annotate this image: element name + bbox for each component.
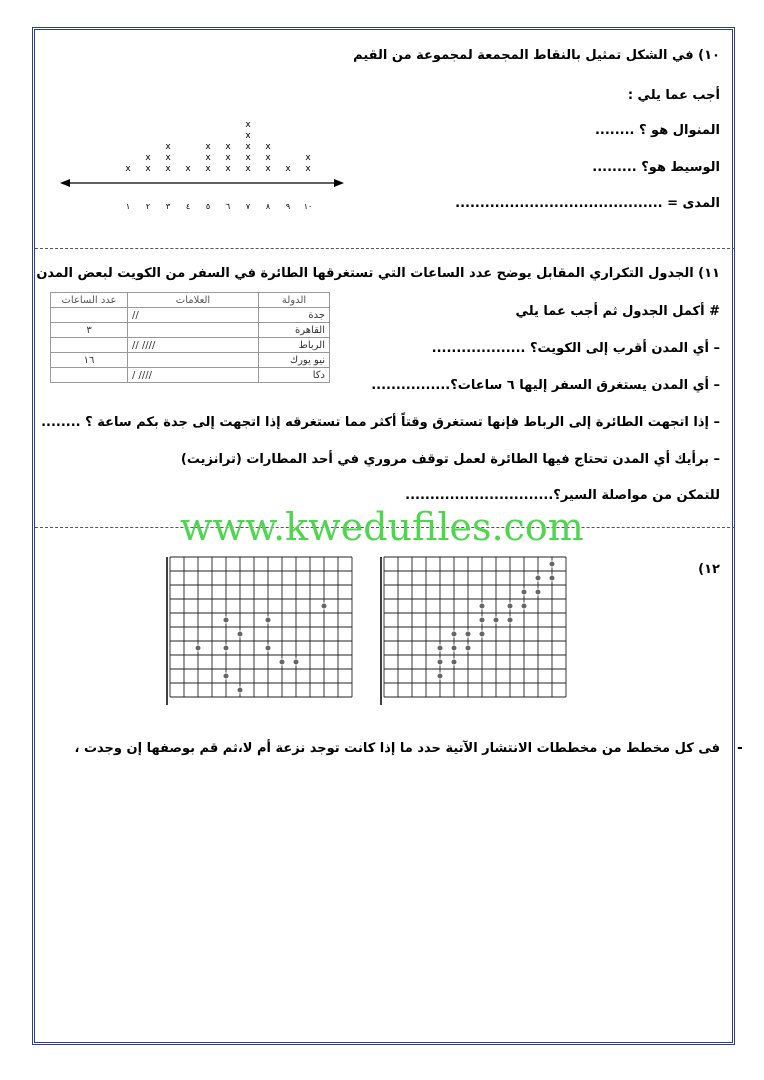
q10-title: ١٠) في الشكل تمثيل بالنقاط المجمعة لمجموعة من القيم	[353, 48, 720, 63]
axis-tick-label: ٥	[205, 202, 211, 211]
scatter-point	[493, 617, 499, 623]
dot-plot	[60, 105, 350, 215]
cell-tally	[128, 323, 259, 338]
header-country: الدولة	[259, 293, 330, 308]
scatter-point	[279, 659, 285, 665]
cell-country: دكا	[259, 368, 330, 383]
dot-mark: x	[245, 142, 251, 152]
scatter-point	[479, 617, 485, 623]
scatter-point	[507, 617, 513, 623]
scatter-point	[223, 673, 229, 679]
scatter-point	[223, 617, 229, 623]
scatter-point	[521, 589, 527, 595]
dot-mark: x	[165, 164, 171, 174]
dot-mark: x	[265, 142, 271, 152]
axis-tick-label: ٤	[185, 202, 191, 211]
scatter-point	[549, 575, 555, 581]
scatter-point	[521, 603, 527, 609]
axis-tick-label: ٧	[245, 202, 251, 211]
q11-question-b: – أي المدن يستغرق السفر إليها ٦ ساعات؟................	[371, 378, 720, 393]
cell-hours	[51, 308, 128, 323]
cell-tally	[128, 353, 259, 368]
cell-tally: //// /	[128, 368, 259, 383]
scatter-point	[293, 659, 299, 665]
scatter-point	[265, 617, 271, 623]
scatter-point	[437, 645, 443, 651]
scatter-point	[507, 603, 513, 609]
axis-arrow-right	[334, 179, 344, 187]
axis-arrow-left	[60, 179, 70, 187]
dot-mark: x	[185, 164, 191, 174]
table-row	[51, 308, 330, 323]
cell-hours: ٣	[51, 323, 128, 338]
cell-tally: //	[128, 308, 259, 323]
scatter-point	[237, 687, 243, 693]
table-row	[51, 338, 330, 353]
q11-instruction: # أكمل الجدول ثم أجب عما يلي	[515, 304, 720, 319]
side-mark: -	[737, 740, 743, 756]
cell-country: الرباط	[259, 338, 330, 353]
scatter-point	[437, 673, 443, 679]
scatter-point	[479, 631, 485, 637]
dot-mark: x	[145, 153, 151, 163]
cell-country: نيو يورك	[259, 353, 330, 368]
cell-hours	[51, 368, 128, 383]
q10-median: الوسيط هو؟ .........	[592, 160, 720, 175]
separator-1	[35, 248, 735, 249]
axis-tick-label: ٨	[265, 202, 271, 211]
q11-title: ١١) الجدول التكراري المقابل يوضح عدد الساعات التي تستغرقها الطائرة في السفر من الكويت لبعض المدن	[36, 266, 720, 281]
scatter-point	[465, 631, 471, 637]
scatter-point	[265, 645, 271, 651]
q12-number: ١٢)	[698, 562, 720, 577]
dot-mark: x	[145, 164, 151, 174]
header-tally: العلامات	[128, 293, 259, 308]
scatter-plot-left	[164, 555, 372, 707]
scatter-point	[437, 659, 443, 665]
table-row	[51, 368, 330, 383]
dot-mark: x	[265, 153, 271, 163]
q10-answer-prompt: أجب عما يلي :	[627, 88, 720, 103]
cell-hours: ١٦	[51, 353, 128, 368]
dot-mark: x	[305, 153, 311, 163]
cell-tally: //// //	[128, 338, 259, 353]
scatter-point	[223, 645, 229, 651]
scatter-point	[451, 645, 457, 651]
dot-mark: x	[165, 153, 171, 163]
q11-question-d-line1: – برأيك أي المدن تحتاج فيها الطائرة لعمل توقف مروري في أحد المطارات (ترانزيت)	[180, 452, 720, 467]
dot-mark: x	[125, 164, 131, 174]
axis-tick-label: ١	[125, 202, 131, 211]
scatter-point	[535, 575, 541, 581]
cell-country: القاهرة	[259, 323, 330, 338]
scatter-point	[535, 589, 541, 595]
dot-mark: x	[165, 142, 171, 152]
frequency-table	[50, 292, 330, 383]
axis-tick-label: ٩	[285, 202, 291, 211]
scatter-plot-right	[378, 555, 586, 707]
watermark: www.kwedufiles.com	[180, 505, 584, 549]
q11-question-d-line2: للتمكن من مواصلة السير؟..............................	[405, 488, 720, 503]
scatter-point	[321, 603, 327, 609]
q11-question-c: – إذا اتجهت الطائرة إلى الرباط فإنها تستغرق وقتاً أكثر مما تستغرقه إذا اتجهت إلى جدة بكم ساعة ؟ ........	[41, 415, 720, 430]
q10-range: المدى = ..........................................	[455, 196, 720, 211]
dot-mark: x	[245, 131, 251, 141]
dot-mark: x	[225, 142, 231, 152]
dot-mark: x	[265, 164, 271, 174]
header-hours: عدد الساعات	[51, 293, 128, 308]
scatter-point	[195, 645, 201, 651]
dot-mark: x	[225, 153, 231, 163]
dot-mark: x	[285, 164, 291, 174]
q12-instruction: فى كل مخطط من مخططات الانتشار الآتية حدد ما إذا كانت توجد نزعة أم لا،ثم قم بوصفها إن وجدت ،	[74, 741, 720, 756]
axis-tick-label: ٢	[145, 202, 151, 211]
scatter-point	[451, 631, 457, 637]
scatter-point	[479, 603, 485, 609]
dot-mark: x	[205, 164, 211, 174]
dot-mark: x	[245, 164, 251, 174]
table-row	[51, 353, 330, 368]
scatter-point	[237, 631, 243, 637]
scatter-point	[465, 645, 471, 651]
dot-mark: x	[205, 153, 211, 163]
q10-mode: المنوال هو ؟ ........	[594, 123, 720, 138]
dot-mark: x	[225, 164, 231, 174]
table-header-row	[51, 293, 330, 308]
scatter-point	[451, 659, 457, 665]
q11-question-a: – أي المدن أقرب إلى الكويت؟ ...................	[431, 341, 720, 356]
cell-country: جدة	[259, 308, 330, 323]
axis-tick-label: ٣	[165, 202, 171, 211]
cell-hours	[51, 338, 128, 353]
table-row	[51, 323, 330, 338]
scatter-point	[549, 561, 555, 567]
axis-tick-label: ٦	[225, 202, 231, 211]
dot-mark: x	[245, 153, 251, 163]
dot-mark: x	[245, 120, 251, 130]
dot-mark: x	[305, 164, 311, 174]
dot-mark: x	[205, 142, 211, 152]
axis-tick-label: ١٠	[303, 202, 313, 211]
